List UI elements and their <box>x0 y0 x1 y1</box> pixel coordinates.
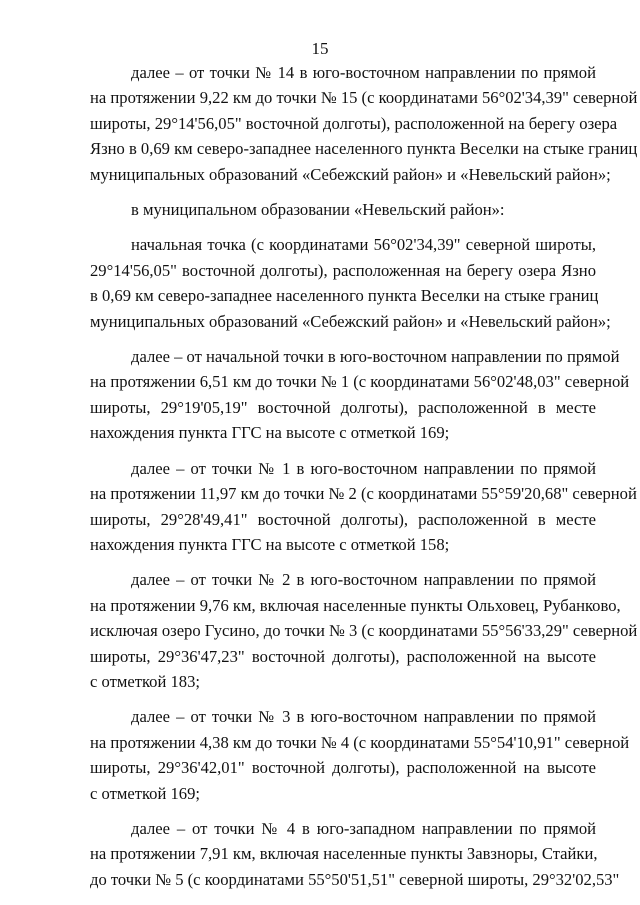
text-line: нахождения пункта ГГС на высоте с отметкой 169; <box>90 423 450 443</box>
text-line: далее – от точки № 4 в юго-западном направлении по прямой <box>131 818 596 838</box>
text-line: с отметкой 183; <box>90 671 201 691</box>
text-line: в муниципальном образовании «Невельский район»: <box>131 200 505 220</box>
text-line: далее – от точки № 14 в юго-восточном направлении по прямой <box>131 63 596 82</box>
text-line: муниципальных образований «Себежский район» и «Невельский район»; <box>90 311 611 331</box>
text-line: широты, 29°28'49,41" восточной долготы), расположенной в месте <box>90 509 596 529</box>
text-line: до точки № 5 (с координатами 55°50'51,51" северной широты, 29°32'02,53" <box>90 869 620 889</box>
document-body <box>90 60 638 902</box>
page-number: 15 <box>311 39 329 58</box>
paragraph-point-1 <box>90 344 630 446</box>
paragraph-point-5 <box>90 816 620 892</box>
text-line: 29°14'56,05" восточной долготы), расположенная на берегу озера Язно <box>90 260 596 280</box>
text-line: нахождения пункта ГГС на высоте с отметкой 158; <box>90 534 450 554</box>
text-line: широты, 29°36'42,01" восточной долготы), расположенной на высоте <box>90 758 596 778</box>
text-line: широты, 29°14'56,05" восточной долготы), расположенной на берегу озера <box>90 113 618 133</box>
text-line: на протяжении 7,91 км, включая населенные пункты Завзноры, Стайки, <box>90 844 598 864</box>
text-line: исключая озеро Гусино, до точки № 3 (с координатами 55°56'33,29" северной <box>90 621 638 641</box>
text-line: на протяжении 4,38 км до точки № 4 (с координатами 55°54'10,91" северной <box>90 732 630 752</box>
text-line: начальная точка (с координатами 56°02'34,39" северной широты, <box>131 235 596 255</box>
paragraph-nevelsky-heading <box>90 197 596 222</box>
text-line: на протяжении 11,97 км до точки № 2 (с координатами 55°59'20,68" северной <box>90 484 637 504</box>
text-line: далее – от точки № 1 в юго-восточном направлении по прямой <box>131 458 596 478</box>
text-line: далее – от точки № 3 в юго-восточном направлении по прямой <box>131 707 596 727</box>
paragraph-point-2 <box>90 456 637 558</box>
text-line: на протяжении 6,51 км до точки № 1 (с координатами 56°02'48,03" северной <box>90 372 630 392</box>
text-line: широты, 29°19'05,19" восточной долготы), расположенной в месте <box>90 397 596 417</box>
text-line: с отметкой 169; <box>90 783 201 803</box>
paragraph-point-14 <box>90 60 638 187</box>
text-line: на протяжении 9,76 км, включая населенные пункты Ольховец, Рубанково, <box>90 595 621 615</box>
text-line: далее – от точки № 2 в юго-восточном направлении по прямой <box>131 570 596 590</box>
text-line: в 0,69 км северо-западнее населенного пункта Веселки на стыке границ <box>90 286 599 306</box>
text-line: широты, 29°36'47,23" восточной долготы), расположенной на высоте <box>90 646 596 666</box>
text-line: на протяжении 9,22 км до точки № 15 (с координатами 56°02'34,39" северной <box>90 88 638 108</box>
text-line: далее – от начальной точки в юго-восточном направлении по прямой <box>131 347 620 367</box>
paragraph-start-point <box>90 232 611 334</box>
paragraph-point-4 <box>90 704 630 806</box>
paragraph-point-3 <box>90 567 638 694</box>
text-line: Язно в 0,69 км северо-западнее населенного пункта Веселки на стыке границ <box>90 139 638 159</box>
text-line: муниципальных образований «Себежский район» и «Невельский район»; <box>90 164 611 184</box>
